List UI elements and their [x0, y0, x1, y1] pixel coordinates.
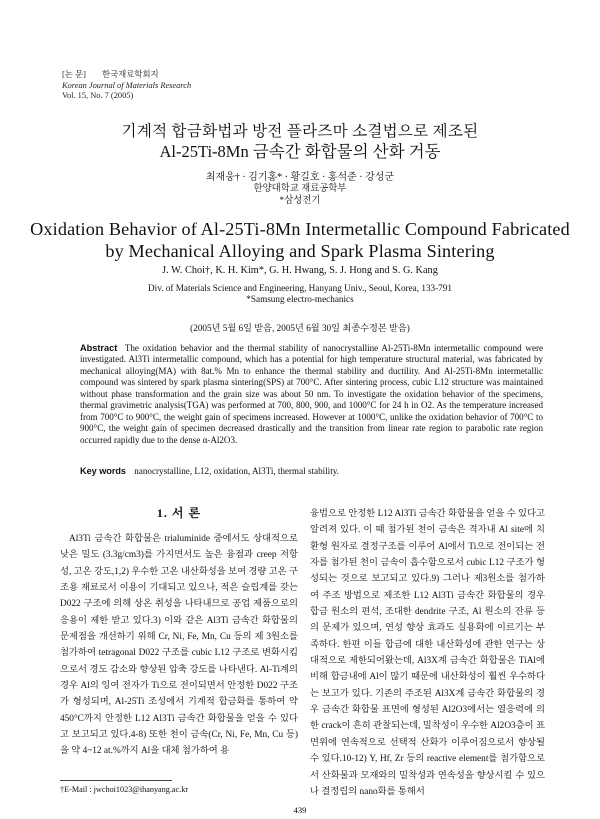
body-paragraph	[310, 506, 545, 800]
section-heading: 1. 서 론	[156, 506, 202, 520]
abstract-text: The oxidation behavior and the thermal stability of nanocrystalline Al-25Ti-8Mn intermetallic compound were investigated. Al3Ti intermetallic compound, which has a potential for high temperature structural material, was fabricated by mechanical alloying(MA) with 8at.% Mn to enhance the thermal stability and ductility. And Al-25Ti-8Mn intermetallic compound was sintered by spark plasma sintering(SPS) at 700°C. After sintering process, cubic L12 structure was maintained without phase transformation and the grain size was about 50 nm. To investigate the oxidation behavior of the specimens, thermal gravimetric analysis(TGA) was performed at 700, 800, 900, and 1000°C for 24 h in O2. As the temperature increased from 700°C to 900°C, the weight gain of specimens increased. However at 1000°C, unlike the oxidation behavior of 700°C to 900°C, the weight gain of specimen decreased drastically and the transition from linear rate region to parabolic rate region occurred rapidly due to the dense α-Al2O3.	[80, 343, 543, 445]
body-column-left	[60, 531, 298, 760]
title-kr-line2: Al-25Ti-8Mn 금속간 화합물의 산화 거동	[159, 142, 441, 161]
affiliation-en	[0, 283, 600, 305]
title-kr-line1: 기계적 합금화법과 방전 플라즈마 소결법으로 제조된	[121, 123, 479, 140]
affiliation-en-line1: Div. of Materials Science and Engineering, Hanyang Univ., Seoul, Korea, 133-791	[148, 283, 452, 293]
received-dates: (2005년 5월 6일 받음, 2005년 6월 30일 최종수정본 받음)	[190, 323, 410, 333]
abstract-label: Abstract	[80, 343, 118, 353]
footnote-email: †E-Mail : jwchoi1023@ihanyang.ac.kr	[60, 785, 189, 794]
affiliation-kr-line1: 한양대학교 재료공학부	[253, 184, 347, 194]
journal-volume: Vol. 15, No. 7 (2005)	[62, 91, 134, 101]
footnote-rule	[60, 780, 172, 781]
affiliation-en-line2: *Samsung electro-mechanics	[246, 294, 354, 304]
authors-en: J. W. Choi†, K. H. Kim*, G. H. Hwang, S. J. Hong and S. G. Kang	[162, 265, 438, 276]
affiliation-kr-line2: *삼성전기	[279, 196, 321, 207]
page-number: 439	[293, 805, 307, 815]
title-en-line1: Oxidation Behavior of Al-25Ti-8Mn Intermetallic Compound Fabricated	[30, 219, 570, 239]
journal-name-kr: 한국재료학회지	[102, 70, 159, 79]
abstract	[80, 343, 543, 446]
body-left-text: Al3Ti 금속간 화합물은 trialuminide 중에서도 상대적으로 낮은 밀도 (3.3g/cm3)를 가지면서도 높은 융점과 creep 저항성, 고온 강도,1,2) 우수한 고온 내산화성을 보여 경량 고온 구조용 재료로서 이용이 기대되고 있으나, 적은 슬립계를 갖는 D022 구조에 의해 상온 취성을 나타내므로 공업 제품으로의 응용이 제한 받고 있다.3) 이와 같은 Al3Ti 금속간 화합물의 문제점을 개선하기 위해 Cr, Ni, Fe, Mn, Cu 등의 제 3원소를 첨가하여 tetragonal D022 구조를 cubic L12 구조로 변화시킴으로서 경도 감소와 향상된 압축 강도를 나타낸다. Al-Ti계의 경우 Al의 잉여 전자가 Ti으로 전이되면서 안정한 D022 구조가 형성되며, Al-25Ti 조성에서 기계적 합금화를 통하여 약 450°C까지 안정한 L12 Al3Ti 금속간 화합물을 얻을 수 있다고 보고되고 있다.4-8) 또한 천이 금속(Cr, Ni, Fe, Mn, Cu 등)을 약 4~12 at.%까지 Al을 대체 첨가하여 용	[60, 534, 298, 757]
article-kind: [논 문]	[62, 70, 86, 79]
keywords-label: Key words	[80, 466, 126, 476]
title-en-line2: by Mechanical Alloying and Spark Plasma Sintering	[105, 240, 495, 261]
title-en	[0, 219, 600, 262]
keywords-text: nanocrystalline, L12, oxidation, Al3Ti, thermal stability.	[134, 466, 339, 476]
keywords	[80, 465, 543, 477]
body-paragraph	[60, 531, 298, 760]
body-right-text: 융법으로 안정한 L12 Al3Ti 금속간 화합물을 얻을 수 있다고 알려져 있다. 이 때 첨가된 천이 금속은 격자내 Al site에 치환형 원자로 결정구조를 이루어 Al에서 Ti으로 전이되는 전자를 첨가된 천이 금속이 흡수함으로서 cubic L12 구조가 형성되는 것으로 보고되고 있다.9) 그러나 제3원소를 첨가하여 주조 방법으로 제조한 L12 Al3Ti 금속간 화합물의 경우 합금 원소의 편석, 조대한 dendrite 구조, Al 원소의 잔류 등의 문제가 있으며, 연성 향상 효과도 실용화에 이르기는 부족하다. 한편 이들 합금에 대한 내산화성에 관한 연구는 상대적으로 제한되어왔는데, Al3X계 금속간 화합물은 TiAl에 비해 합금내에 Al이 많기 때문에 내산화성이 훨씬 우수하다는 보고가 있다. 기존의 주조된 Al3X계 금속간 화합물의 경우 금속간 화합물 표면에 형성된 Al2O3에서는 열응력에 의한 crack이 흔히 관찰되는데, 밀착성이 우수한 Al2O3층이 표면위에 연속적으로 선택적 산화가 이루어짐으로서 향상될 수 있다.10-12) Y, Hf, Zr 등의 reactive element를 첨가함으로서 산화물과 모재와의 밀착성과 연속성을 향상시킬 수 있으나 결정립의 nano화를 통해서	[310, 509, 545, 797]
body-column-right	[310, 506, 545, 800]
authors-kr: 최재웅† · 김기홍* · 황길호 · 홍석준 · 강성군	[205, 172, 395, 183]
journal-name-en: Korean Journal of Materials Research	[62, 80, 192, 90]
affiliation-kr	[0, 183, 600, 208]
journal-header	[62, 70, 191, 102]
